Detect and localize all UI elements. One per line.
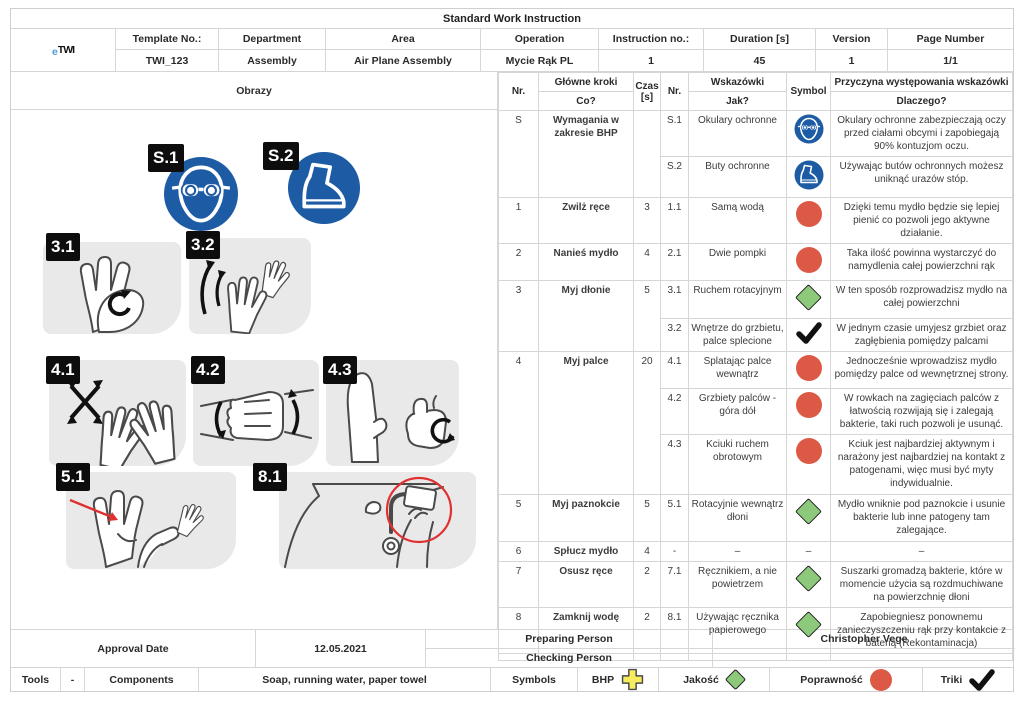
col-header-main-steps: Główne kroki [539,73,634,92]
header-label-department: Department [219,29,326,50]
hint-number: 5.1 [661,495,689,542]
main-step-number: S [499,111,539,198]
hint-number: 8.1 [661,608,689,654]
hint-number: - [661,542,689,562]
hint-symbol [787,562,831,608]
safety-boot-icon [794,160,824,190]
red-circle-icon [796,392,822,418]
step-duration: 2 [634,562,661,608]
hint-symbol [787,495,831,542]
legend-label: Jakość [683,673,719,686]
hint-number: 7.1 [661,562,689,608]
tools-label: Tools [11,668,61,691]
table-row [499,542,1013,562]
table-row [499,281,1013,319]
figure-label: 3.2 [186,231,220,259]
figure-label: S.2 [263,142,299,170]
main-step-number: 8 [499,608,539,654]
document-header [11,29,1013,72]
col-header-symbol: Symbol [787,73,831,111]
hint-reason: W rowkach na zagięciach palców z łatwością rozwijają się i zalegają bakterie, taki ruch pozwoli je usunąć. [831,389,1013,435]
figure-label: 4.3 [323,356,357,384]
col-header-time: Czas [s] [634,73,661,111]
header-label-version: Version [816,29,888,50]
legend-label: Poprawność [800,673,863,686]
header-label-template-no: Template No.: [116,29,219,50]
header-value-version: 1 [816,50,888,71]
dash-placeholder: – [805,546,812,557]
header-label-operation: Operation [481,29,599,50]
figure-label: S.1 [148,144,184,172]
main-step-name: Zamknij wodę [539,608,634,654]
green-diamond-icon [795,498,822,525]
main-step-name: Osusz ręce [539,562,634,608]
legend-symbol [621,668,644,691]
hint-text: Używając ręcznika papierowego [689,608,787,654]
legend-label: Triki [940,673,963,686]
hint-text: Grzbiety palców - góra dół [689,389,787,435]
check-icon [796,322,822,344]
col-header-hints: Wskazówki [689,73,787,92]
header-value-area: Air Plane Assembly [326,50,481,71]
document-title: Standard Work Instruction [11,9,1013,29]
etwi-logo [11,29,116,71]
legend-symbol [969,669,995,691]
red-circle-icon [796,247,822,273]
footer-section [11,668,1013,691]
hint-symbol [787,389,831,435]
red-circle-icon [870,669,892,691]
main-step-number: 4 [499,352,539,495]
step-duration: 5 [634,281,661,352]
hint-number: 3.1 [661,281,689,319]
hint-text: Splatając palce wewnątrz [689,352,787,389]
check-icon [969,669,995,691]
hint-text: Wnętrze do grzbietu, palce splecione [689,319,787,352]
legend-symbol [726,670,745,689]
step-duration: 20 [634,352,661,495]
bhp-cross-icon [621,668,644,691]
images-column-header: Obrazy [11,72,497,110]
standard-work-instruction-document [10,8,1014,692]
tools-value: - [61,668,85,691]
figure-label: 8.1 [253,463,287,491]
table-row [499,562,1013,608]
hint-number: 2.1 [661,244,689,281]
main-step-name: Nanieś mydło [539,244,634,281]
main-step-number: 2 [499,244,539,281]
checking-person-label: Checking Person [426,649,713,667]
header-label-instruction-no: Instruction no.: [599,29,704,50]
figure-label: 5.1 [56,463,90,491]
components-value: Soap, running water, paper towel [199,668,491,691]
header-label-area: Area [326,29,481,50]
header-value-page-number: 1/1 [943,54,958,67]
header-value-template-no: TWI_123 [116,50,219,71]
main-step-name: Myj palce [539,352,634,495]
legend-tricks [923,668,1013,691]
hint-reason: W ten sposób rozprowadzisz mydło na całej powierzchni [831,281,1013,319]
header-label-page-number: Page Number [888,29,1013,50]
legend-quality [659,668,770,691]
green-diamond-icon [795,284,822,311]
step-duration: 4 [634,542,661,562]
preparing-person-value: Christopher Vege [713,630,1015,649]
approval-section [11,630,1013,668]
handwash-figure-faucet-towel [279,472,476,569]
step-duration: 2 [634,608,661,654]
hint-symbol [787,352,831,389]
main-step-name: Myj paznokcie [539,495,634,542]
red-circle-icon [796,355,822,381]
hint-number: 1.1 [661,198,689,244]
legend-correctness [770,668,923,691]
main-step-number: 3 [499,281,539,352]
hint-text: Samą wodą [689,198,787,244]
col-header-how: Jak? [689,92,787,111]
hint-number: S.2 [661,157,689,198]
goggles-icon [794,114,824,144]
hint-text: Ruchem rotacyjnym [689,281,787,319]
step-duration [634,111,661,198]
hint-reason: W jednym czasie umyjesz grzbiet oraz zagłębienia pomiędzy palcami [831,319,1013,352]
hint-symbol [787,111,831,157]
hint-symbol [787,542,831,562]
hint-number: 4.2 [661,389,689,435]
approval-date-value: 12.05.2021 [256,630,426,667]
symbols-label: Symbols [491,668,578,691]
hint-symbol [787,435,831,495]
header-value-department: Assembly [219,50,326,71]
hint-text: Kciuki ruchem obrotowym [689,435,787,495]
hint-number: 4.1 [661,352,689,389]
col-header-hint-nr: Nr. [661,73,689,111]
header-label-duration: Duration [s] [704,29,816,50]
green-diamond-icon [795,565,822,592]
figure-label: 4.2 [191,356,225,384]
col-header-why: Dlaczego? [831,92,1013,111]
legend-label: BHP [591,673,615,686]
table-row [499,111,1013,157]
approval-date-label: Approval Date [11,630,256,667]
checking-person-value [713,649,1015,667]
step-duration: 5 [634,495,661,542]
hint-symbol [787,281,831,319]
preparing-person-label: Preparing Person [426,630,713,649]
hint-text: Rotacyjnie wewnątrz dłoni [689,495,787,542]
hint-number: S.1 [661,111,689,157]
hint-text: Buty ochronne [689,157,787,198]
col-header-nr: Nr. [499,73,539,111]
table-row [499,198,1013,244]
hint-text: – [689,542,787,562]
hint-symbol [787,244,831,281]
hint-reason: Suszarki gromadzą bakterie, które w momencie użycia są rozdmuchiwane na powierzchnię dłoni [831,562,1013,608]
images-panel [11,72,498,629]
hint-text: Ręcznikiem, a nie powietrzem [689,562,787,608]
figure-label: 3.1 [46,233,80,261]
col-header-what: Co? [539,92,634,111]
main-step-name: Myj dłonie [539,281,634,352]
hint-reason: Taka ilość powinna wystarczyć do namydlenia całej powierzchni rąk [831,244,1013,281]
main-step-number: 1 [499,198,539,244]
hint-text: Dwie pompki [689,244,787,281]
legend-bhp [578,668,659,691]
main-step-number: 7 [499,562,539,608]
hint-reason: – [831,542,1013,562]
main-step-name: Zwilż ręce [539,198,634,244]
main-step-name: Wymagania w zakresie BHP [539,111,634,198]
header-value-instruction-no: 1 [599,50,704,71]
legend-symbol [870,669,892,691]
header-value-operation: Mycie Rąk PL [481,50,599,71]
hint-reason: Zapobiegniesz ponownemu zanieczyszczeniu rąk przy kontakcie z baterią (Rekontaminacja) [831,608,1013,654]
hint-reason: Jednocześnie wprowadzisz mydło pomiędzy palce od wewnętrznej strony. [831,352,1013,389]
logo-accent-letter: e [51,46,57,58]
main-step-number: 6 [499,542,539,562]
handwash-figure-nails-in-palm [66,472,236,569]
col-header-reason: Przyczyna występowania wskazówki [831,73,1013,92]
hint-reason: Dzięki temu mydło będzie się lepiej pienić co pozwoli jego aktywne działanie. [831,198,1013,244]
hint-reason: Mydło wniknie pod paznokcie i usunie bakterie lub inne patogeny tam zalegające. [831,495,1013,542]
table-row [499,495,1013,542]
table-row [499,352,1013,389]
steps-table [498,72,1013,661]
hint-symbol [787,319,831,352]
hint-reason: Używając butów ochronnych możesz uniknąć urazów stóp. [831,157,1013,198]
logo-text: TWI [57,44,75,56]
step-duration: 4 [634,244,661,281]
main-step-number: 5 [499,495,539,542]
components-label: Components [85,668,199,691]
red-circle-icon [796,438,822,464]
figure-label: 4.1 [46,356,80,384]
step-duration: 3 [634,198,661,244]
header-value-duration: 45 [704,50,816,71]
table-row [499,244,1013,281]
main-step-name: Spłucz mydło [539,542,634,562]
hint-number: 4.3 [661,435,689,495]
hint-text: Okulary ochronne [689,111,787,157]
green-diamond-icon [725,669,746,690]
hint-number: 3.2 [661,319,689,352]
red-circle-icon [796,201,822,227]
hint-symbol [787,157,831,198]
hint-reason: Okulary ochronne zabezpieczają oczy przed ciałami obcymi i zapobiegają 90% kontuzjom oczu. [831,111,1013,157]
hint-reason: Kciuk jest najbardziej aktywnym i narażony jest najbardziej na kontakt z patogenami, więc musi być myty indywidualnie. [831,435,1013,495]
hint-symbol [787,198,831,244]
